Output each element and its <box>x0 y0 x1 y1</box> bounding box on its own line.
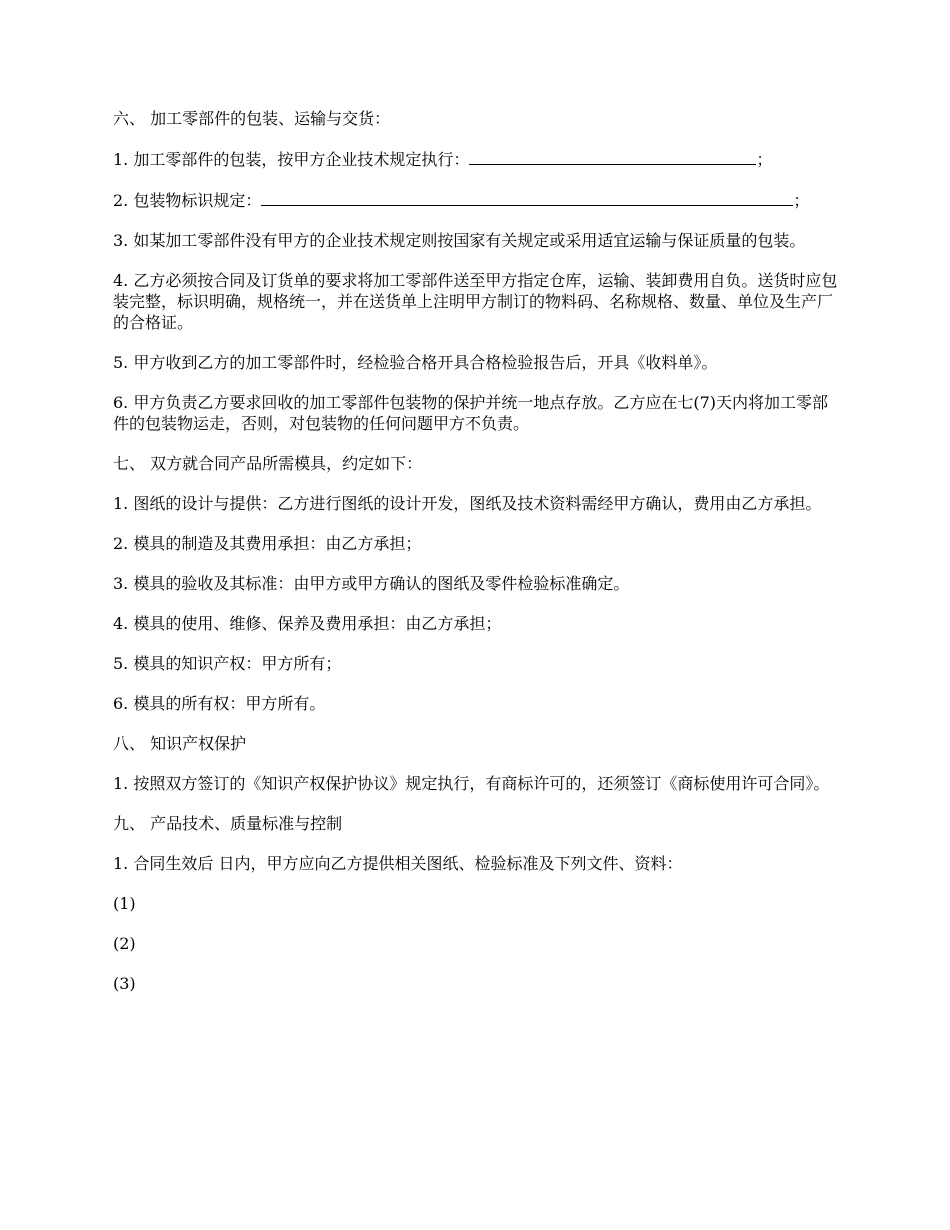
clause-7-3: 3. 模具的验收及其标准：由甲方或甲方确认的图纸及零件检验标准确定。 <box>113 574 630 593</box>
list-item-3: (3) <box>113 974 136 993</box>
fill-in-blank <box>469 148 756 165</box>
clause-6-1-end: ； <box>756 150 773 169</box>
clause-6-6: 6. 甲方负责乙方要求回收的加工零部件包装物的保护并统一地点存放。乙方应在七(7)天内将加工零部件的包装物运走，否则，对包装物的任何问题甲方不负责。 <box>113 393 829 433</box>
clause-6-1 <box>113 148 840 170</box>
document-page <box>113 108 840 1013</box>
clause-7-2: 2. 模具的制造及其费用承担：由乙方承担； <box>113 534 422 553</box>
section-6-heading: 六、 加工零部件的包装、运输与交货： <box>113 109 391 128</box>
clause-7-4: 4. 模具的使用、维修、保养及费用承担：由乙方承担； <box>113 614 502 633</box>
clause-6-2-end: ； <box>793 191 810 210</box>
list-item-2: (2) <box>113 934 136 953</box>
clause-6-2 <box>113 189 840 211</box>
clause-9-1: 1. 合同生效后 日内，甲方应向乙方提供相关图纸、检验标准及下列文件、资料： <box>113 854 683 873</box>
clause-7-1: 1. 图纸的设计与提供：乙方进行图纸的设计开发，图纸及技术资料需经甲方确认，费用由乙方承担。 <box>113 494 822 513</box>
clause-7-5: 5. 模具的知识产权：甲方所有； <box>113 654 342 673</box>
section-7-heading: 七、 双方就合同产品所需模具，约定如下： <box>113 454 423 473</box>
clause-6-4: 4. 乙方必须按合同及订货单的要求将加工零部件送至甲方指定仓库，运输、装卸费用自负。送货时应包装完整，标识明确，规格统一，并在送货单上注明甲方制订的物料码、名称规格、数量、单位及生产厂的合格证。 <box>113 271 838 332</box>
fill-in-blank <box>261 189 793 206</box>
list-item-1: (1) <box>113 894 136 913</box>
section-9-heading: 九、 产品技术、质量标准与控制 <box>113 814 343 833</box>
section-8-heading: 八、 知识产权保护 <box>113 734 247 753</box>
clause-6-1-text: 1. 加工零部件的包装，按甲方企业技术规定执行： <box>113 150 470 169</box>
clause-6-5: 5. 甲方收到乙方的加工零部件时，经检验合格开具合格检验报告后，开具《收料单》。 <box>113 353 718 372</box>
clause-8-1: 1. 按照双方签订的《知识产权保护协议》规定执行，有商标许可的，还须签订《商标使用许可合同》。 <box>113 774 830 793</box>
clause-7-6: 6. 模具的所有权：甲方所有。 <box>113 694 326 713</box>
clause-6-2-text: 2. 包装物标识规定： <box>113 191 262 210</box>
clause-6-3: 3. 如某加工零部件没有甲方的企业技术规定则按国家有关规定或采用适宜运输与保证质量的包装。 <box>113 231 806 250</box>
